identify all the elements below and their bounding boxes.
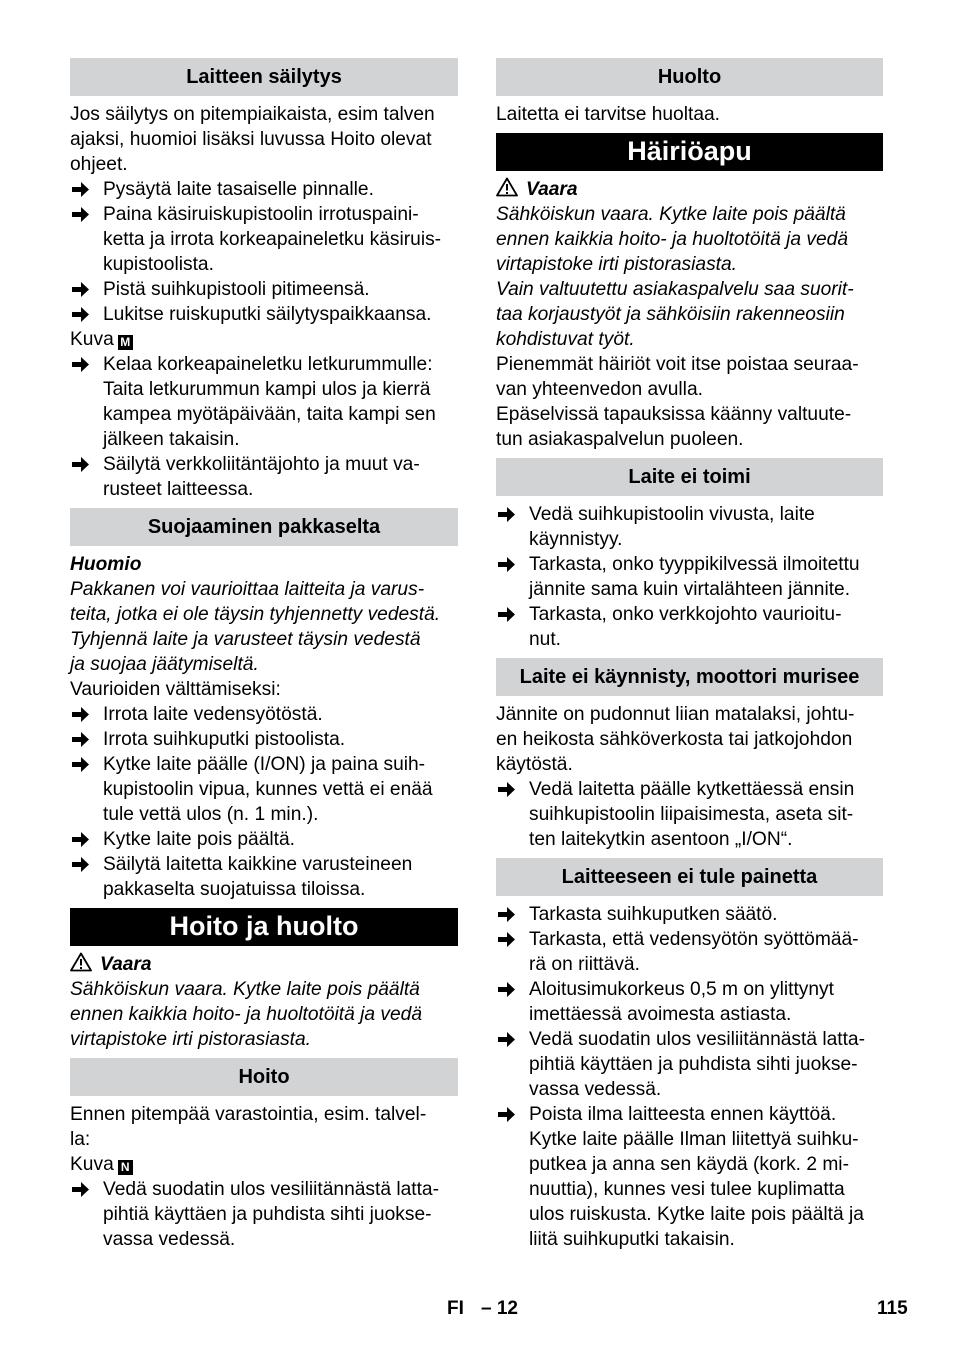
right-arrow-icon [72, 177, 92, 202]
right-arrow-icon [72, 752, 92, 777]
maintenance-text: Laitetta ei tarvitse huoltaa. [496, 104, 720, 125]
danger-text: Sähköiskun vaara. Kytke laite pois päältä ennen kaikkia hoito- ja huoltotöitä ja vedä virtapistoke irti pistorasiasta. Vain valtuutettu asiakaspalvelu saa suorit- taa korjaustyöt ja sähköisiin rakenneosiin kohdistuvat työt. [496, 204, 854, 350]
storage-intro: Jos säilytys on pitempiaikaista, esim talven ajaksi, huomioi lisäksi luvussa Hoito olevat ohjeet. [70, 104, 435, 175]
heading-care-and-service: Hoito ja huolto [70, 908, 458, 946]
right-arrow-icon [498, 927, 518, 952]
left-column [70, 58, 458, 1252]
list-item: Säilytä verkkoliitäntäjohto ja muut va- rusteet laitteessa. [70, 452, 458, 502]
list-item: Poista ilma laitteesta ennen käyttöä. Kytke laite päälle Ilman liitettyä suihku- putkea ja anna sen käydä (kork. 2 mi- nuuttia), kunnes vesi tulee kuplimatta ulos ruiskusta. Kytke laite pois päältä ja liitä suihkuputki takaisin. [496, 1102, 883, 1252]
right-arrow-icon [72, 702, 92, 727]
list-item: Vedä suodatin ulos vesiliitännästä latta- pihtiä käyttäen ja puhdista sihti juokse- vassa vedessä. [70, 1177, 458, 1252]
right-arrow-icon [498, 977, 518, 1002]
note-text: Pakkanen voi vaurioittaa laitteita ja varus- teita, jotka ei ole täysin tyhjennetty vedestä. Tyhjennä laite ja varusteet täysin vedestä ja suojaa jäätymiseltä. [70, 579, 441, 675]
heading-no-pressure: Laitteeseen ei tule painetta [496, 858, 883, 896]
right-arrow-icon [72, 727, 92, 752]
list-item: Vedä suihkupistoolin vivusta, laite käynnistyy. [496, 502, 883, 552]
list-item: Vedä laitetta päälle kytkettäessä ensin suihkupistoolin liipaisimesta, aseta sit- ten laitekytkin asentoon „I/ON“. [496, 777, 883, 852]
heading-frost-protection: Suojaaminen pakkaselta [70, 508, 458, 546]
right-arrow-icon [72, 277, 92, 302]
list-item: Paina käsiruiskupistoolin irrotuspaini- ketta ja irrota korkeapaineletku käsiruis- kupistoolista. [70, 202, 458, 277]
right-arrow-icon [498, 502, 518, 527]
list-item: Tarkasta, onko tyyppikilvessä ilmoitettu jännite sama kuin virtalähteen jännite. [496, 552, 883, 602]
troubleshooting-text: Pienemmät häiriöt voit itse poistaa seuraa- van yhteenvedon avulla. Epäselvissä tapauksissa käänny valtuute- tun asiakaspalvelun puoleen. [496, 354, 859, 450]
list-item: Irrota suihkuputki pistoolista. [70, 727, 458, 752]
figure-letter-badge: N [118, 1160, 133, 1175]
figure-reference: Kuva N [70, 1152, 458, 1177]
right-arrow-icon [498, 902, 518, 927]
list-item: Tarkasta, onko verkkojohto vaurioitu- nut. [496, 602, 883, 652]
right-arrow-icon [72, 1177, 92, 1202]
list-item: Säilytä laitetta kaikkine varusteineen pakkaselta suojatuissa tiloissa. [70, 852, 458, 902]
motor-hum-text: Jännite on pudonnut liian matalaksi, johtu- en heikosta sähköverkosta tai jatkojohdon käytöstä. [496, 704, 855, 775]
heading-maintenance: Huolto [496, 58, 883, 96]
list-item: Lukitse ruiskuputki säilytyspaikkaansa. [70, 302, 458, 327]
list-item: Aloitusimukorkeus 0,5 m on ylittynyt imettäessä avoimesta astiasta. [496, 977, 883, 1027]
right-arrow-icon [498, 552, 518, 577]
list-item: Pistä suihkupistooli pitimeensä. [70, 277, 458, 302]
note-title: Huomio [70, 554, 142, 575]
heading-motor-hums: Laite ei käynnisty, moottori murisee [496, 658, 883, 696]
danger-title: Vaara [496, 177, 883, 202]
figure-letter-badge: M [118, 335, 133, 350]
right-arrow-icon [72, 827, 92, 852]
list-item: Tarkasta, että vedensyötön syöttömää- rä on riittävä. [496, 927, 883, 977]
right-arrow-icon [498, 602, 518, 627]
danger-text: Sähköiskun vaara. Kytke laite pois päältä ennen kaikkia hoito- ja huoltotöitä ja vedä virtapistoke irti pistorasiasta. [70, 979, 423, 1050]
page-number: 115 [877, 1298, 908, 1319]
danger-title: Vaara [70, 952, 458, 977]
list-item: Vedä suodatin ulos vesiliitännästä latta- pihtiä käyttäen ja puhdista sihti juokse- vassa vedessä. [496, 1027, 883, 1102]
list-item: Kytke laite pois päältä. [70, 827, 458, 852]
right-arrow-icon [72, 352, 92, 377]
right-arrow-icon [72, 852, 92, 877]
right-arrow-icon [498, 777, 518, 802]
right-arrow-icon [498, 1102, 518, 1127]
warning-triangle-icon [496, 177, 518, 197]
heading-troubleshooting: Häiriöapu [496, 133, 883, 171]
heading-device-not-working: Laite ei toimi [496, 458, 883, 496]
list-item: Kytke laite päälle (I/ON) ja paina suih- kupistoolin vipua, kunnes vettä ei enää tule vettä ulos (n. 1 min.). [70, 752, 458, 827]
figure-reference: Kuva M [70, 327, 458, 352]
right-column [496, 58, 883, 1252]
list-item: Irrota laite vedensyötöstä. [70, 702, 458, 727]
right-arrow-icon [72, 452, 92, 477]
list-item: Tarkasta suihkuputken säätö. [496, 902, 883, 927]
frost-lead: Vaurioiden välttämiseksi: [70, 679, 281, 700]
footer-section-page: – 12 [481, 1298, 518, 1319]
right-arrow-icon [498, 1027, 518, 1052]
footer-language: FI [447, 1298, 464, 1319]
heading-storage: Laitteen säilytys [70, 58, 458, 96]
care-intro: Ennen pitempää varastointia, esim. talvel- la: [70, 1104, 427, 1150]
right-arrow-icon [72, 202, 92, 227]
list-item: Kelaa korkeapaineletku letkurummulle: Taita letkurummun kampi ulos ja kierrä kampea myötäpäivään, taita kampi sen jälkeen takaisin. [70, 352, 458, 452]
right-arrow-icon [72, 302, 92, 327]
list-item: Pysäytä laite tasaiselle pinnalle. [70, 177, 458, 202]
warning-triangle-icon [70, 952, 92, 972]
heading-care: Hoito [70, 1058, 458, 1096]
